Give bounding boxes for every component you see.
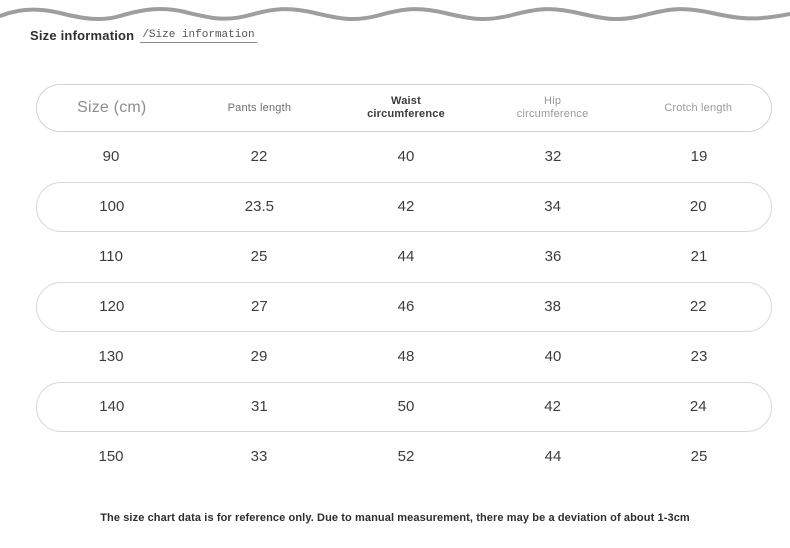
cell-pants-length: 29: [250, 348, 268, 366]
column-header-waist-line1: Waist: [391, 95, 421, 108]
column-header-size: Size (cm): [77, 98, 147, 116]
cell-hip: 44: [544, 448, 562, 466]
cell-waist: 52: [397, 448, 415, 466]
cell-pants-length: 22: [250, 148, 268, 166]
column-header-hip-circumference: [480, 95, 626, 120]
table-row: [36, 282, 772, 332]
table-row: [36, 232, 772, 282]
cell-size: 120: [99, 298, 125, 316]
page-header: [30, 28, 257, 44]
page-title: Size information: [30, 28, 135, 43]
cell-pants-length: 23.5: [244, 198, 274, 216]
cell-hip: 32: [544, 148, 562, 166]
cell-size: 140: [99, 398, 125, 416]
cell-pants-length: 25: [250, 248, 268, 266]
cell-crotch: 25: [690, 448, 708, 466]
cell-waist: 40: [397, 148, 415, 166]
cell-waist: 50: [397, 398, 415, 416]
cell-crotch: 24: [689, 398, 707, 416]
column-header-waist-circumference: [332, 95, 480, 120]
cell-pants-length: 27: [251, 298, 268, 316]
column-header-pants-length: Pants length: [227, 101, 292, 114]
cell-hip: 42: [544, 398, 561, 416]
table-row: [36, 132, 772, 182]
column-header-waist-line2: circumference: [367, 108, 445, 120]
page-subtitle: /Size information: [142, 29, 255, 41]
wavy-divider-icon: [0, 0, 790, 30]
column-header-hip-line1: Hip: [544, 95, 562, 108]
column-header-hip-line2: circumference: [516, 108, 589, 120]
cell-size: 100: [99, 198, 125, 216]
size-table: [36, 84, 772, 482]
cell-pants-length: 33: [250, 448, 268, 466]
table-row: [36, 182, 772, 232]
cell-hip: 38: [544, 298, 561, 316]
table-row: [36, 332, 772, 382]
cell-size: 90: [102, 148, 120, 166]
cell-hip: 36: [544, 248, 562, 266]
cell-pants-length: 31: [251, 398, 268, 416]
table-row: [36, 382, 772, 432]
cell-waist: 42: [397, 198, 415, 216]
cell-waist: 48: [397, 348, 415, 366]
cell-crotch: 23: [690, 348, 708, 366]
cell-waist: 44: [397, 248, 415, 266]
cell-crotch: 20: [689, 198, 707, 216]
cell-hip: 40: [544, 348, 562, 366]
cell-crotch: 19: [690, 148, 708, 166]
cell-size: 150: [98, 448, 124, 466]
cell-crotch: 21: [690, 248, 708, 266]
table-row: [36, 432, 772, 482]
table-header-row: [36, 84, 772, 132]
footnote: The size chart data is for reference only. Due to manual measurement, there may be a deviation of about 1-3cm: [100, 512, 690, 524]
cell-size: 110: [99, 248, 123, 266]
cell-size: 130: [98, 348, 124, 366]
cell-crotch: 22: [689, 298, 707, 316]
cell-hip: 34: [544, 198, 561, 216]
cell-waist: 46: [397, 298, 415, 316]
column-header-crotch-length: Crotch length: [664, 101, 733, 114]
